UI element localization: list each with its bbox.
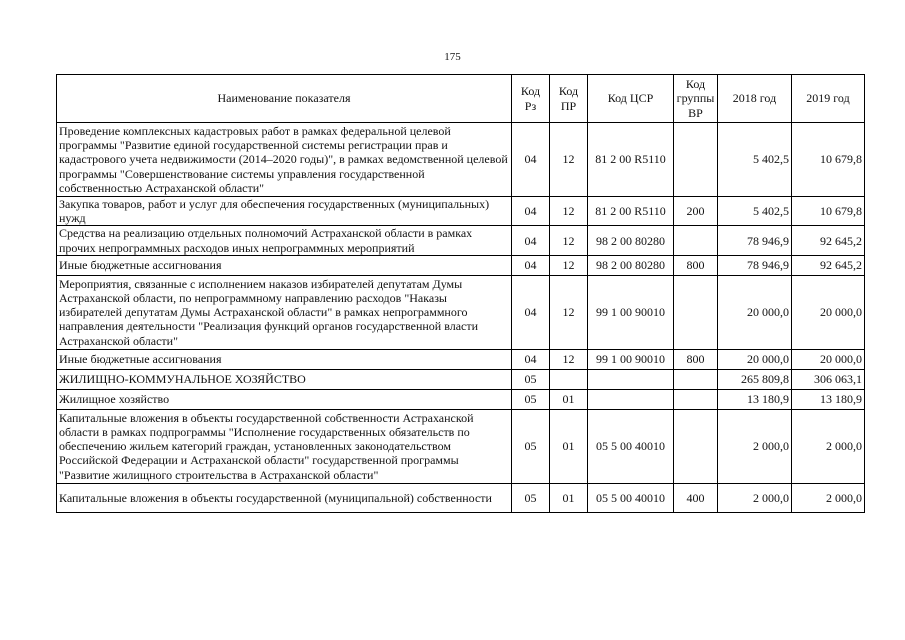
cell-pr: 12 <box>550 349 588 369</box>
header-pr: Код ПР <box>550 75 588 123</box>
cell-y2019: 20 000,0 <box>792 349 865 369</box>
cell-name: Средства на реализацию отдельных полномочий Астраханской области в рамках прочих непрограммных расходов иных непрограммных мероприятий <box>57 226 512 255</box>
cell-rz: 05 <box>512 389 550 409</box>
table-row <box>57 389 865 409</box>
cell-y2019: 13 180,9 <box>792 389 865 409</box>
cell-y2018: 5 402,5 <box>718 197 792 226</box>
table-row <box>57 197 865 226</box>
cell-y2018: 2 000,0 <box>718 409 792 483</box>
cell-y2019: 92 645,2 <box>792 255 865 275</box>
cell-y2019: 306 063,1 <box>792 369 865 389</box>
cell-y2018: 20 000,0 <box>718 275 792 349</box>
cell-y2019: 92 645,2 <box>792 226 865 255</box>
cell-rz: 04 <box>512 349 550 369</box>
cell-rz: 04 <box>512 123 550 197</box>
cell-csr: 05 5 00 40010 <box>588 409 674 483</box>
cell-rz: 05 <box>512 483 550 512</box>
cell-y2018: 20 000,0 <box>718 349 792 369</box>
header-2018: 2018 год <box>718 75 792 123</box>
cell-csr: 99 1 00 90010 <box>588 349 674 369</box>
cell-vr <box>674 275 718 349</box>
page-number: 175 <box>444 51 461 63</box>
cell-vr <box>674 369 718 389</box>
cell-name: Иные бюджетные ассигнования <box>57 349 512 369</box>
cell-vr: 800 <box>674 349 718 369</box>
table-row <box>57 369 865 389</box>
cell-pr: 12 <box>550 197 588 226</box>
cell-vr: 400 <box>674 483 718 512</box>
cell-pr: 01 <box>550 483 588 512</box>
cell-y2018: 78 946,9 <box>718 226 792 255</box>
cell-rz: 04 <box>512 255 550 275</box>
cell-y2019: 10 679,8 <box>792 197 865 226</box>
cell-pr <box>550 369 588 389</box>
cell-name: Закупка товаров, работ и услуг для обеспечения государственных (муниципальных) нужд <box>57 197 512 226</box>
table-row <box>57 409 865 483</box>
cell-csr: 81 2 00 R5110 <box>588 197 674 226</box>
table-row <box>57 483 865 512</box>
cell-vr: 200 <box>674 197 718 226</box>
cell-vr: 800 <box>674 255 718 275</box>
cell-name: ЖИЛИЩНО-КОММУНАЛЬНОЕ ХОЗЯЙСТВО <box>57 369 512 389</box>
cell-vr <box>674 409 718 483</box>
table-row <box>57 123 865 197</box>
table-row <box>57 226 865 255</box>
cell-name: Мероприятия, связанные с исполнением наказов избирателей депутатам Думы Астраханской области, по непрограммному направлению расходов "Наказы избирателей депутатам Думы Астраханской области" в рамках непрограммного направления деятельности "Реализация функций органов государственной власти Астраханской области" <box>57 275 512 349</box>
cell-pr: 01 <box>550 409 588 483</box>
header-rz: Код Рз <box>512 75 550 123</box>
cell-y2019: 2 000,0 <box>792 483 865 512</box>
cell-csr: 81 2 00 R5110 <box>588 123 674 197</box>
cell-y2018: 5 402,5 <box>718 123 792 197</box>
cell-vr <box>674 123 718 197</box>
header-csr: Код ЦСР <box>588 75 674 123</box>
cell-csr <box>588 389 674 409</box>
cell-csr: 99 1 00 90010 <box>588 275 674 349</box>
cell-y2018: 78 946,9 <box>718 255 792 275</box>
table-row <box>57 255 865 275</box>
cell-y2018: 265 809,8 <box>718 369 792 389</box>
cell-y2018: 2 000,0 <box>718 483 792 512</box>
cell-name: Жилищное хозяйство <box>57 389 512 409</box>
header-name: Наименование показателя <box>57 75 512 123</box>
cell-pr: 12 <box>550 226 588 255</box>
cell-csr <box>588 369 674 389</box>
cell-pr: 12 <box>550 275 588 349</box>
cell-rz: 04 <box>512 275 550 349</box>
cell-name: Проведение комплексных кадастровых работ в рамках федеральной целевой программы "Развитие единой государственной системы регистрации прав и кадастрового учета недвижимости (2014–2020 годы)", в рамках ведомственной целевой программы "Совершенствование системы управления государственной собственностью Астраханской области" <box>57 123 512 197</box>
cell-rz: 04 <box>512 226 550 255</box>
cell-csr: 98 2 00 80280 <box>588 255 674 275</box>
cell-pr: 01 <box>550 389 588 409</box>
cell-rz: 04 <box>512 197 550 226</box>
cell-y2019: 20 000,0 <box>792 275 865 349</box>
cell-pr: 12 <box>550 255 588 275</box>
cell-y2018: 13 180,9 <box>718 389 792 409</box>
cell-name: Иные бюджетные ассигнования <box>57 255 512 275</box>
cell-vr <box>674 389 718 409</box>
cell-vr <box>674 226 718 255</box>
cell-name: Капитальные вложения в объекты государственной собственности Астраханской области в рамках подпрограммы "Исполнение государственных обязательств по обеспечению жильем категорий граждан, установленных законодательством Российской Федерации и Астраханской области" государственной программы "Развитие жилищного строительства в Астраханской области" <box>57 409 512 483</box>
cell-csr: 98 2 00 80280 <box>588 226 674 255</box>
cell-name: Капитальные вложения в объекты государственной (муниципальной) собственности <box>57 483 512 512</box>
cell-rz: 05 <box>512 409 550 483</box>
cell-pr: 12 <box>550 123 588 197</box>
table-row <box>57 275 865 349</box>
cell-rz: 05 <box>512 369 550 389</box>
header-2019: 2019 год <box>792 75 865 123</box>
table-row <box>57 349 865 369</box>
cell-y2019: 2 000,0 <box>792 409 865 483</box>
header-row <box>57 75 865 123</box>
cell-y2019: 10 679,8 <box>792 123 865 197</box>
cell-csr: 05 5 00 40010 <box>588 483 674 512</box>
budget-table <box>56 74 865 513</box>
header-vr: Код группы ВР <box>674 75 718 123</box>
